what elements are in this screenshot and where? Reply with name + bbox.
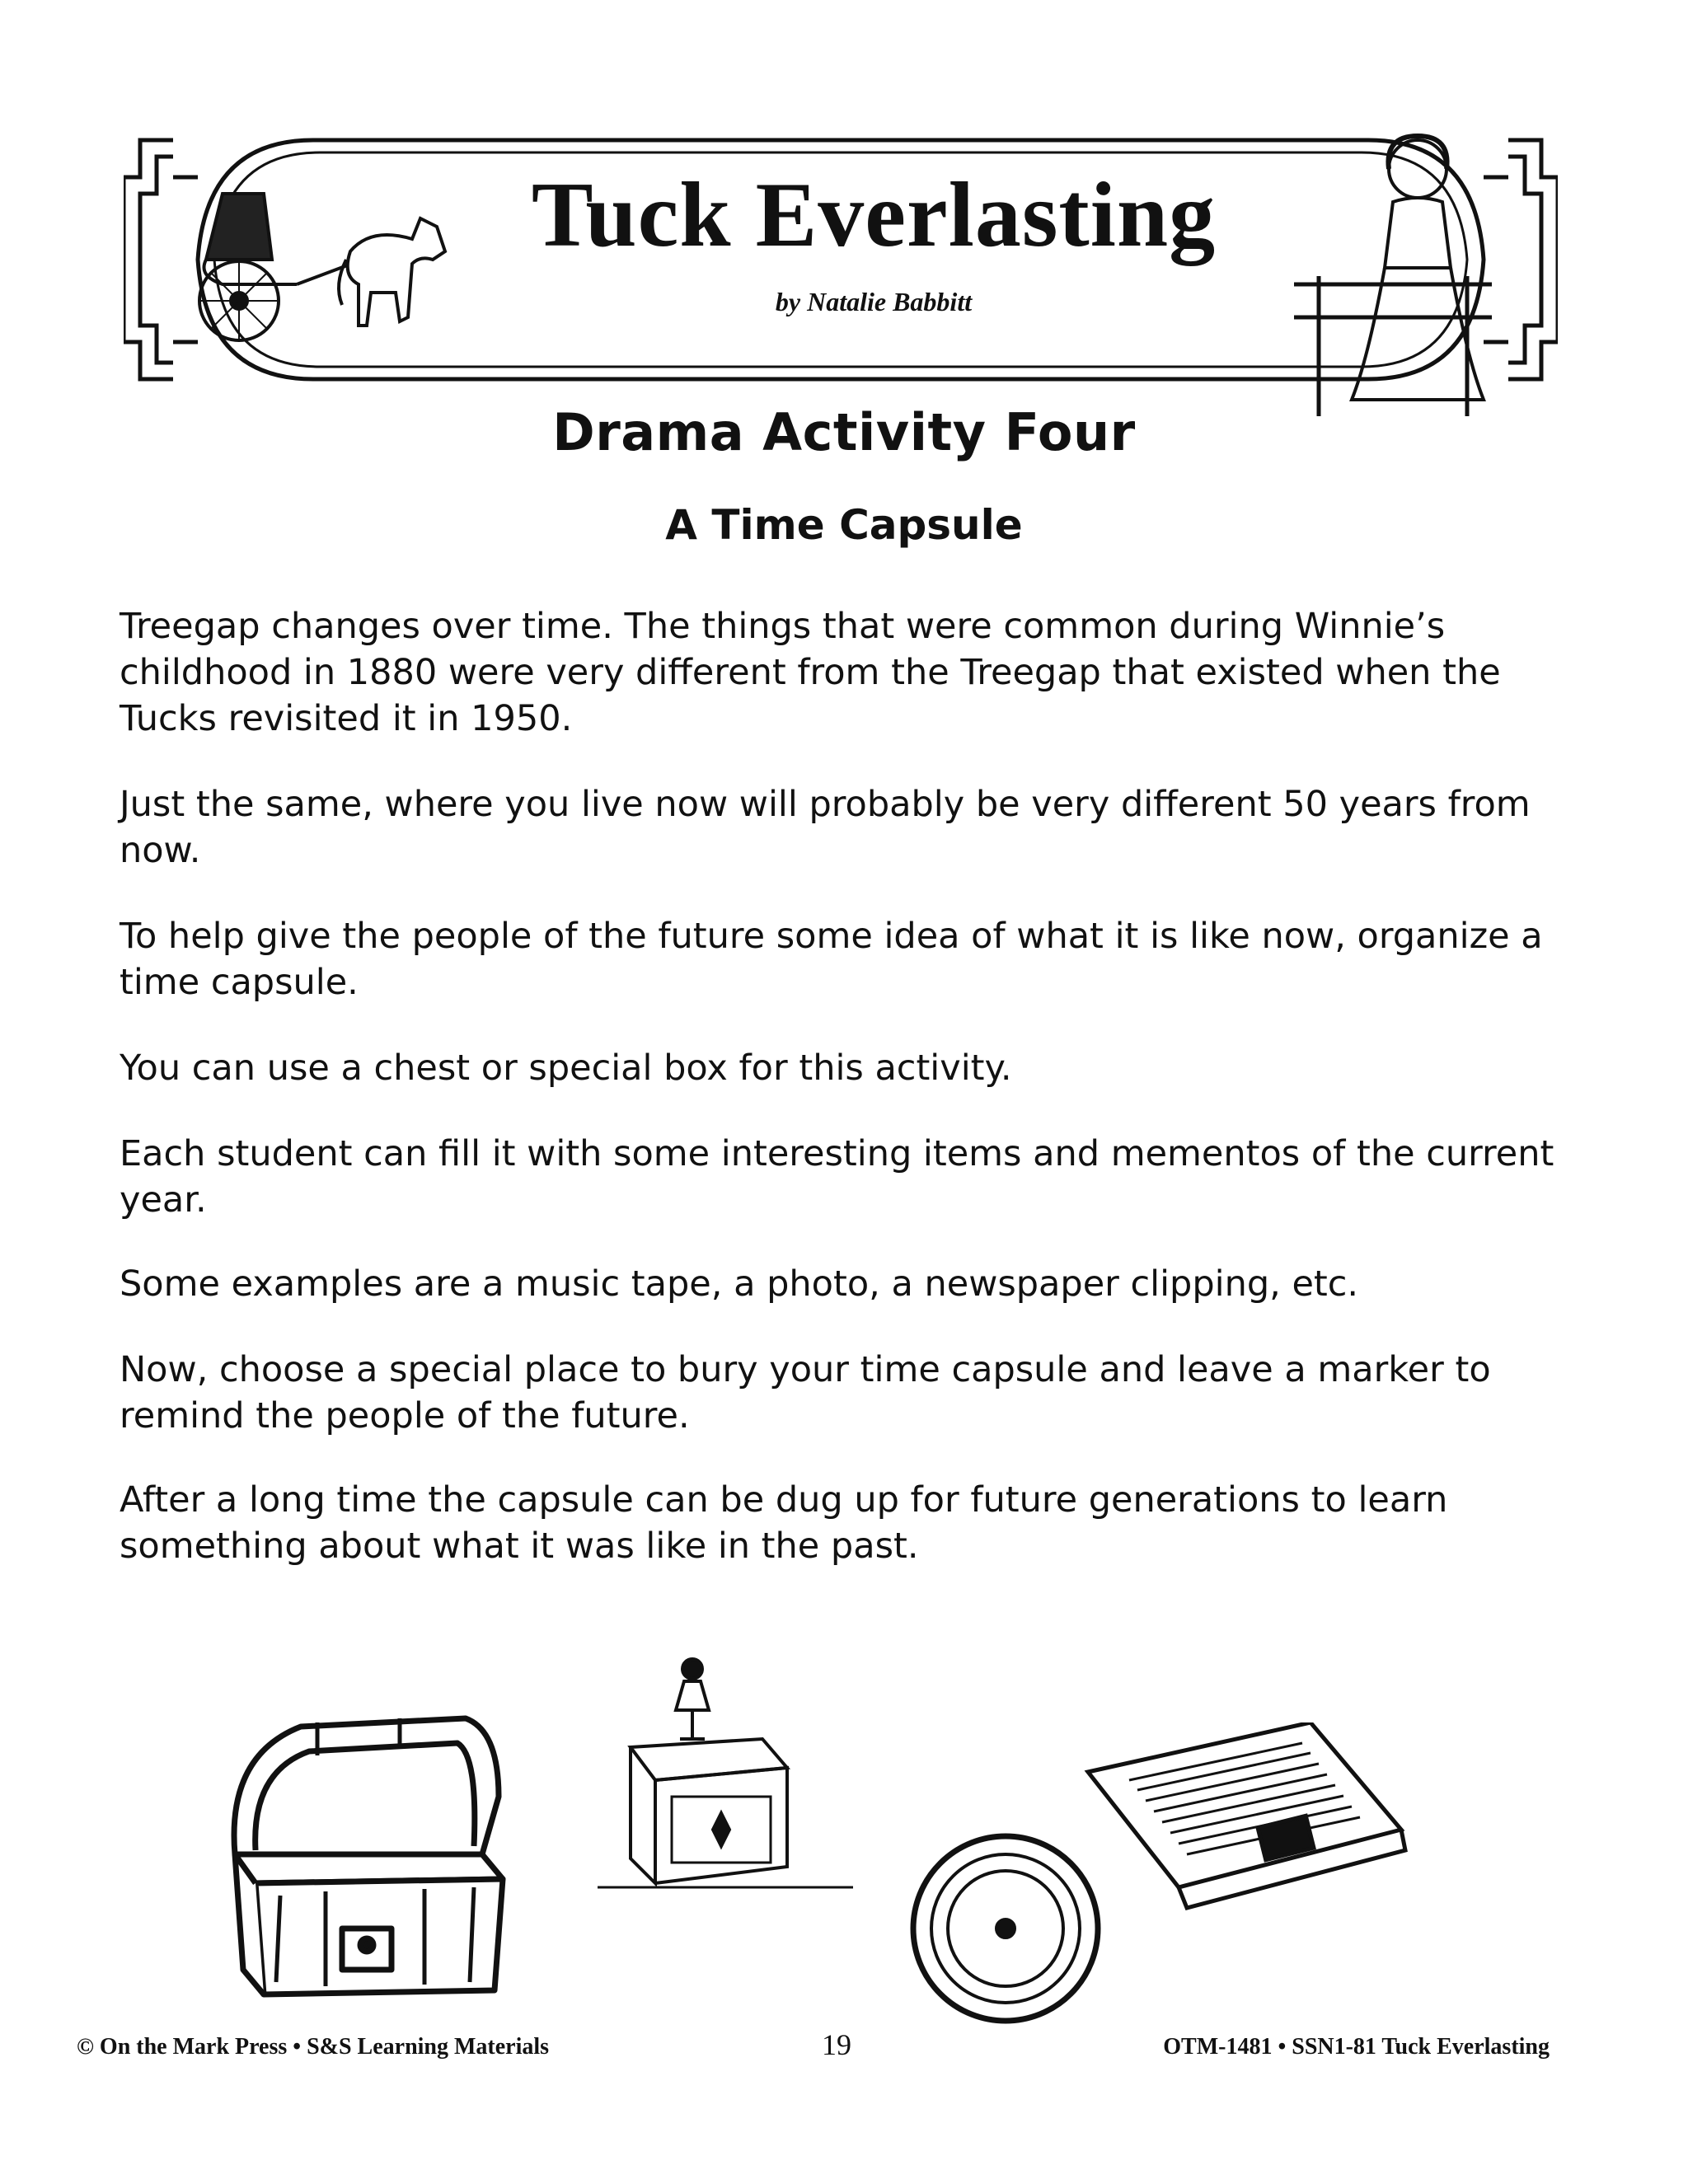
paragraph: Some examples are a music tape, a photo, a newspaper clipping, etc. (120, 1263, 1359, 1305)
horse-and-carriage-icon (173, 161, 478, 367)
page-number: 19 (822, 2028, 851, 2061)
paragraph: After a long time the capsule can be dug up for future generations to learn something about what it was like in the past. (120, 1479, 1448, 1567)
music-box-icon (598, 1648, 861, 1896)
title-banner (124, 128, 1558, 391)
paragraph: You can use a chest or special box for this activity. (120, 1047, 1012, 1089)
book-title: Tuck Everlasting (531, 164, 1217, 266)
girl-at-fence-icon (1294, 120, 1541, 416)
paragraph: Treegap changes over time. The things that were common during Winnie’s childhood in 1880 were very different from the Treegap that existed when the Tucks revisited it in 1950. (120, 606, 1501, 739)
book-author: by Natalie Babbitt (775, 287, 973, 316)
treasure-chest-icon (218, 1706, 523, 2011)
footer-product-code: OTM-1481 • SSN1-81 Tuck Everlasting (1163, 2034, 1550, 2060)
activity-subtitle: A Time Capsule (665, 501, 1023, 549)
paragraph: Just the same, where you live now will probably be very different 50 years from now. (120, 784, 1531, 871)
paragraph: Each student can fill it with some interesting items and mementos of the current year. (120, 1133, 1554, 1221)
activity-title: Drama Activity Four (552, 402, 1136, 462)
record-disc-icon (907, 1830, 1104, 2027)
newspaper-icon (1080, 1722, 1409, 1912)
paragraph: To help give the people of the future some idea of what it is like now, organize a time capsule. (120, 916, 1543, 1003)
footer-copyright: © On the Mark Press • S&S Learning Materials (77, 2034, 550, 2060)
paragraph: Now, choose a special place to bury your time capsule and leave a marker to remind the people of the future. (120, 1349, 1491, 1436)
